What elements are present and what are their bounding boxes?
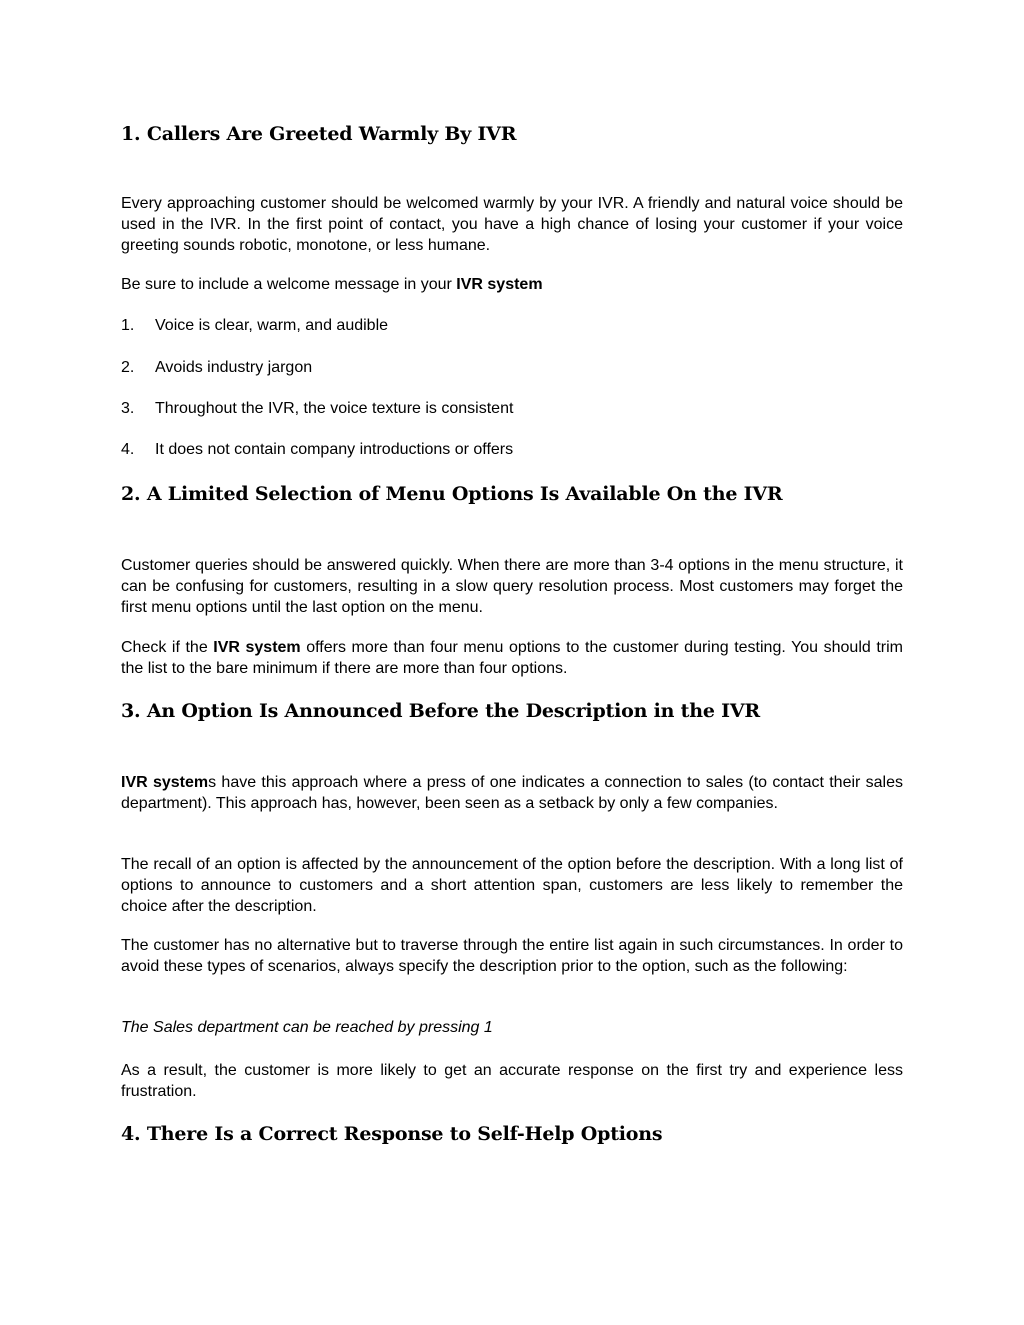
section-3-paragraph-1 bbox=[121, 772, 903, 814]
section-2-paragraph-2 bbox=[121, 637, 903, 679]
list-item-number: 4. bbox=[121, 441, 135, 458]
section-4-heading: 4. There Is a Correct Response to Self-Help Options bbox=[121, 1123, 663, 1145]
list-item-text: Voice is clear, warm, and audible bbox=[155, 317, 389, 334]
ivr-system-bold-2: IVR system bbox=[213, 639, 301, 656]
list-item bbox=[121, 357, 903, 378]
section-1-heading: 1. Callers Are Greeted Warmly By IVR bbox=[121, 123, 517, 145]
list-item-number: 2. bbox=[121, 359, 135, 376]
list-item bbox=[121, 398, 903, 419]
section-2-heading: 2. A Limited Selection of Menu Options Is Available On the IVR bbox=[121, 483, 783, 505]
section-2-paragraph-1: Customer queries should be answered quickly. When there are more than 3-4 options in the menu structure, it can be confusing for customers, resulting in a slow query resolution process. Most customers may forget the first menu options until the last option on the menu. bbox=[121, 557, 903, 616]
section-3-paragraph-2: The recall of an option is affected by the announcement of the option before the description. With a long list of options to announce to customers and a short attention span, customers are less likely to remember the choice after the description. bbox=[121, 856, 903, 915]
list-item-text: Throughout the IVR, the voice texture is consistent bbox=[155, 400, 514, 417]
section-1-paragraph-1: Every approaching customer should be welcomed warmly by your IVR. A friendly and natural voice should be used in the IVR. In the first point of contact, you have a high chance of losing your customer if your voice greeting sounds robotic, monotone, or less humane. bbox=[121, 195, 903, 254]
section-3-example-italic: The Sales department can be reached by pressing 1 bbox=[121, 1019, 493, 1036]
list-item-number: 1. bbox=[121, 317, 135, 334]
section-1-paragraph-2 bbox=[121, 274, 903, 295]
ivr-system-bold-1: IVR system bbox=[456, 276, 543, 293]
list-item bbox=[121, 439, 903, 460]
section-3-heading: 3. An Option Is Announced Before the Description in the IVR bbox=[121, 700, 760, 722]
section-1-paragraph-2-text: Be sure to include a welcome message in your bbox=[121, 276, 457, 293]
list-item-number: 3. bbox=[121, 400, 135, 417]
section-3-paragraph-5: As a result, the customer is more likely to get an accurate response on the first try and experience less frustration. bbox=[121, 1062, 903, 1100]
section-3-paragraph-3: The customer has no alternative but to traverse through the entire list again in such circumstances. In order to avoid these types of scenarios, always specify the description prior to the option, such as the following: bbox=[121, 937, 903, 975]
ivr-system-bold-3: IVR system bbox=[121, 774, 209, 791]
list-item-text: It does not contain company introductions or offers bbox=[155, 441, 514, 458]
list-item-text: Avoids industry jargon bbox=[155, 359, 313, 376]
list-item bbox=[121, 315, 903, 336]
section-2-paragraph-2-suffix: offers more than four menu options to the customer during testing. You should trim the list to the bare minimum if there are more than four options. bbox=[121, 639, 904, 677]
section-3-paragraph-1-suffix: s have this approach where a press of one indicates a connection to sales (to contact their sales department). This approach has, however, been seen as a setback by only a few companies. bbox=[121, 774, 904, 812]
section-2-paragraph-2-prefix: Check if the bbox=[121, 639, 214, 656]
